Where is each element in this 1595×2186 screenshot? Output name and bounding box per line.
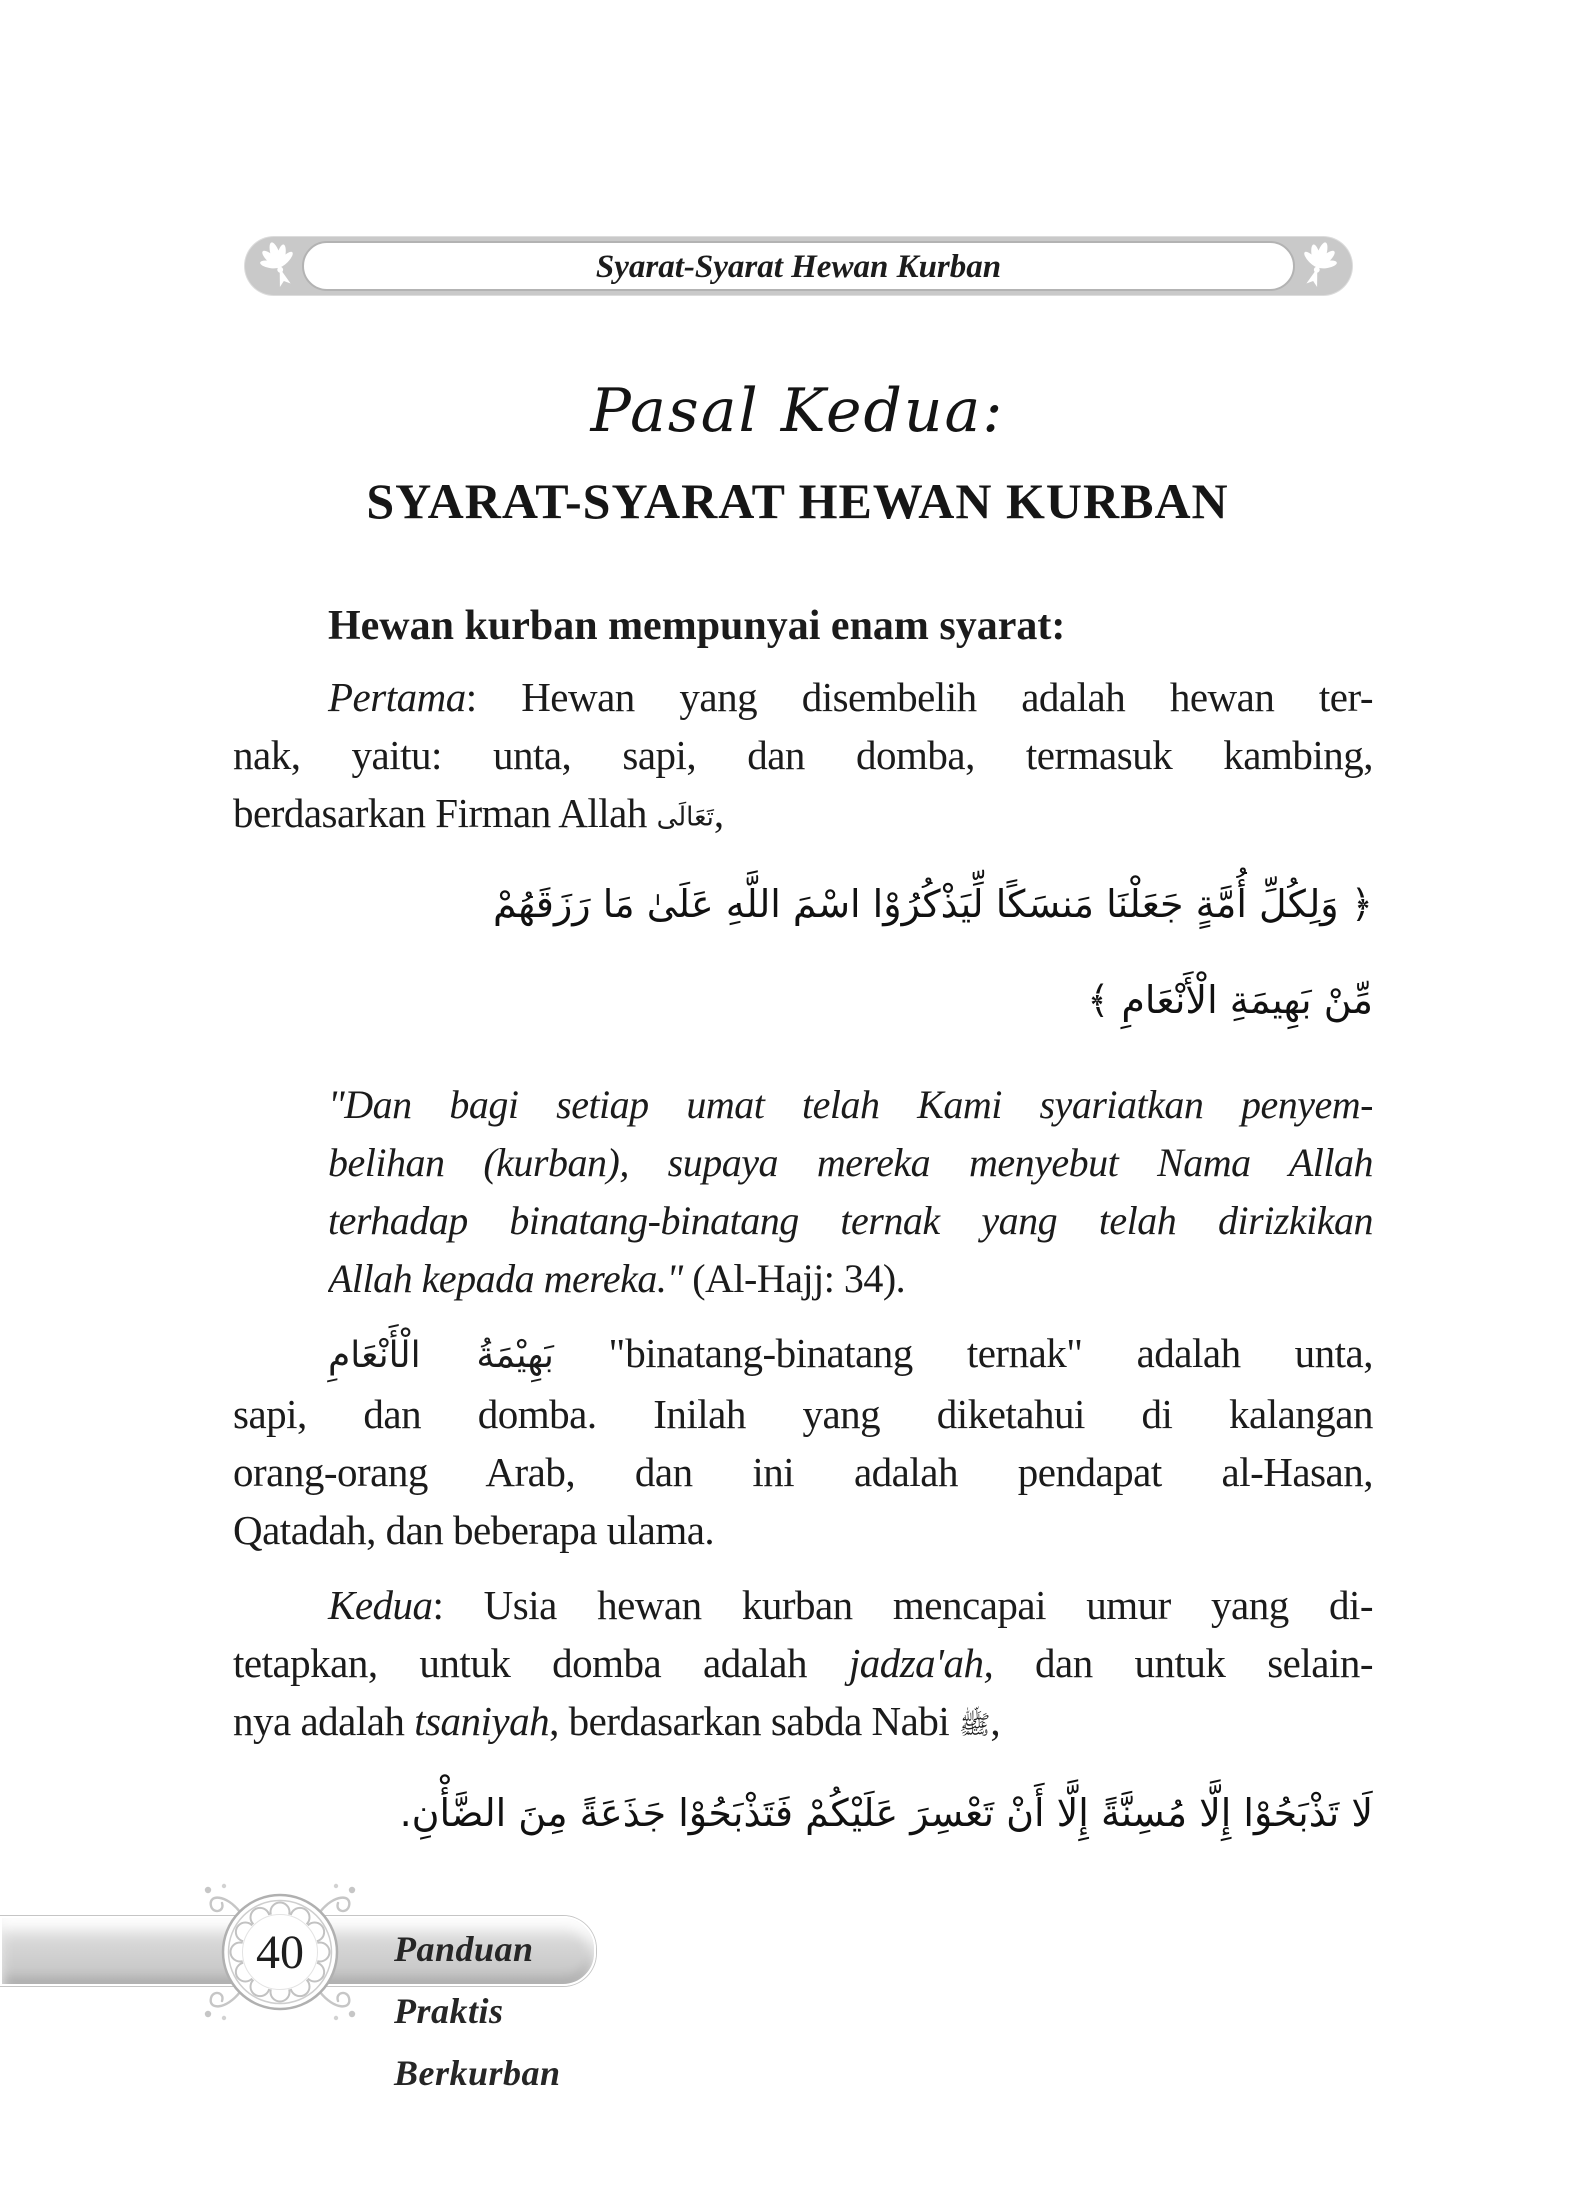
- lead-word: Kedua: [328, 1582, 433, 1628]
- text-line: terhadap binatang-binatang ternak yang telah dirizkikan: [328, 1198, 1373, 1243]
- lead-word: Pertama: [328, 674, 466, 720]
- arabic-term: بَهِيْمَةُ الْأَنْعَامِ: [328, 1335, 554, 1376]
- arabic-verse-line: ﴿ وَلِكُلِّ أُمَّةٍ جَعَلْنَا مَنسَكًا لِّيَذْكُرُوْا اسْمَ اللَّهِ عَلَىٰ مَا رَزَقَهُمْ: [492, 882, 1373, 926]
- text-line: [233, 1634, 1373, 1692]
- text-segment: berdasarkan Firman Allah: [233, 790, 657, 836]
- paragraph-bahimatul-anam: [233, 1324, 1373, 1559]
- italic-term: tsaniyah: [414, 1698, 550, 1744]
- arabic-verse-line: مِّنْ بَهِيمَةِ الْأَنْعَامِ ﴾: [1087, 978, 1373, 1022]
- running-header-title: Syarat-Syarat Hewan Kurban: [595, 249, 1002, 285]
- text-line: [233, 1324, 1373, 1385]
- text-segment: ,: [990, 1698, 1001, 1744]
- text-segment: "binatang-binatang ternak" adalah unta,: [553, 1330, 1373, 1376]
- verse-reference: (Al-Hajj: 34).: [682, 1256, 906, 1301]
- italic-term: jadza'ah,: [848, 1640, 994, 1686]
- text-segment: : Hewan yang disembelih adalah hewan ter-: [465, 674, 1373, 720]
- chapter-script-title: Pasal Kedua:: [590, 376, 1005, 446]
- text-segment: : Usia hewan kurban mencapai umur yang di-: [432, 1582, 1373, 1628]
- text-line: [233, 1576, 1373, 1634]
- sallallahu-alaihi-wasallam-icon: ﷺ: [958, 1710, 991, 1741]
- text-line: [233, 784, 1373, 847]
- book-title: Panduan Praktis Berkurban: [394, 1929, 561, 2093]
- intro-heading: Hewan kurban mempunyai enam syarat:: [328, 603, 1066, 649]
- taala-honorific: تَعَالَى: [656, 802, 714, 833]
- text-line: nak, yaitu: unta, sapi, dan domba, termasuk kambing,: [233, 732, 1373, 778]
- text-line: Qatadah, dan beberapa ulama.: [233, 1507, 715, 1553]
- text-line: [233, 1692, 1373, 1755]
- page-number-medallion: [200, 1872, 360, 2032]
- quran-verse: [233, 856, 1373, 1048]
- paragraph-kedua: [233, 1576, 1373, 1755]
- text-line: orang-orang Arab, dan ini adalah pendapat al-Hasan,: [233, 1449, 1373, 1495]
- chapter-heading: SYARAT-SYARAT HEWAN KURBAN: [366, 473, 1229, 529]
- text-line: "Dan bagi setiap umat telah Kami syariatkan penyem-: [328, 1082, 1373, 1127]
- header-band: [245, 237, 1352, 295]
- text-segment: dan untuk selain-: [993, 1640, 1373, 1686]
- hadith-arabic: لَا تَذْبَحُوْا إِلَّا مُسِنَّةً إِلَّا أَنْ تَعْسِرَ عَلَيْكُمْ فَتَذْبَحُوْا جَذَعَةً مِنَ الضَّأْنِ.: [399, 1791, 1373, 1835]
- text-segment: tetapkan, untuk domba adalah: [233, 1640, 849, 1686]
- text-segment: , berdasarkan sabda Nabi: [549, 1698, 959, 1744]
- text-segment: Allah kepada mereka.": [328, 1256, 683, 1301]
- paragraph-pertama: [233, 668, 1373, 847]
- header-band-inner: [302, 241, 1295, 291]
- text-line: belihan (kurban), supaya mereka menyebut Nama Allah: [328, 1140, 1373, 1185]
- text-segment: nya adalah: [233, 1698, 415, 1744]
- text-line: sapi, dan domba. Inilah yang diketahui di kalangan: [233, 1391, 1373, 1437]
- palmette-left-icon: [256, 239, 302, 293]
- text-line: [328, 1250, 1373, 1308]
- page-number: 40: [256, 1926, 304, 1979]
- verse-translation: [328, 1076, 1373, 1308]
- text-line: [233, 668, 1373, 726]
- palmette-right-icon: [1295, 239, 1341, 293]
- text-segment: ,: [713, 790, 725, 836]
